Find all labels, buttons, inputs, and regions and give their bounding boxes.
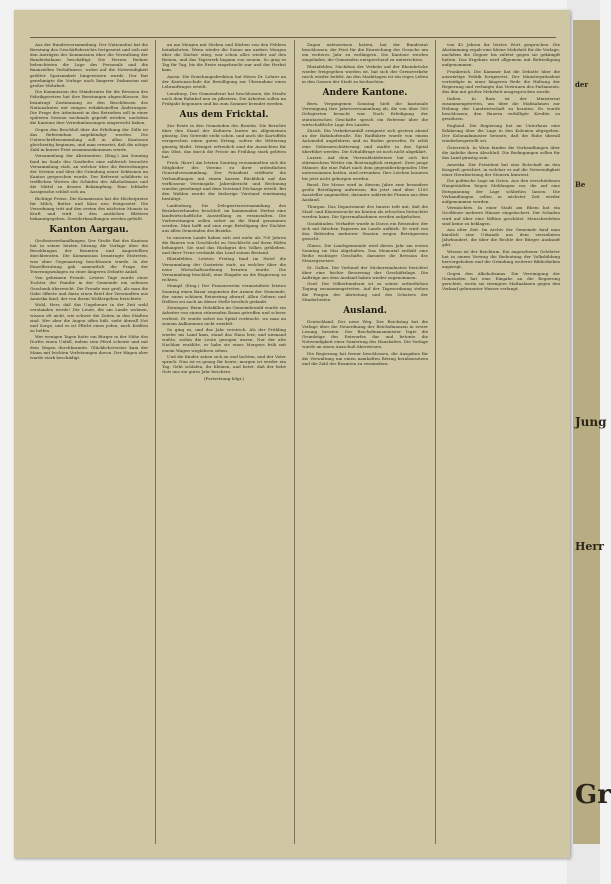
article-paragraph: Wohl, Herr, daß das Ungeheure in der Zeit wohl verstanden werde! Die Leute, die am Lande wohnen, wissen oft nicht, wie schwer die Zeiten in den Städten sind. Wer aber die Augen offen hält, sieht überall Not und Sorge, und es ist Pflicht eines jeden, nach Kräften zu helfen. [30, 302, 148, 333]
column-rule [294, 40, 295, 844]
column-rule [435, 40, 436, 844]
next-page-fragment: Jung [575, 415, 607, 429]
column-2 [162, 42, 286, 844]
header-rule [30, 37, 556, 38]
article-paragraph: Italien. In Rom ist der Ministerrat zusammengetreten, um über die Maßnahmen zur Hebung der Landwirtschaft zu beraten. Es wurde beschlossen, den Bauern verbilligte Kredite zu gewähren. [442, 95, 560, 122]
newspaper-page [14, 10, 570, 858]
article-paragraph: Aus der Bundesversammlung. Der Nationalrat hat die Beratung des Geschäftsberichts fortgesetzt und sich mit den Anträgen der Kommission über die Verwaltung der Bundesbahnen beschäftigt. Die Herren Redner beleuchteten die Lage des Personals und die finanziellen Verhältnisse, wobei auf die Notwendigkeit größter Sparsamkeit hingewiesen wurde. Der Rat genehmigte die Vorlage nach längerer Diskussion mit großer Mehrheit. [30, 42, 148, 88]
article-paragraph: Wer wenigen Tagen hatte ein Bürger in der Nähe des Dorfes einen Unfall, indem sein Pferd scheute und mit dem Wagen durchbrannte. Glücklicherweise kam der Mann mit leichten Verletzungen davon. Der Wagen aber wurde stark beschädigt. [30, 334, 148, 360]
article-paragraph: Wissen ist der Reichtum. Ein angesehener Gelehrter hat in einem Vortrag die Bedeutung der Volksbildung hervorgehoben und die Gründung weiterer Bibliotheken angeregt. [442, 249, 560, 270]
article-paragraph: Luzern. Auf dem Vierwaldstättersee hat sich bei stürmischem Wetter ein Bootsunglück ereignet. Zwei junge Männer, die eine Fahrt nach dem gegenüberliegenden Ufer unternommen hatten, sind ertrunken. Ihre Leichen konnten bis jetzt nicht geborgen werden. [302, 155, 428, 181]
column-3 [302, 42, 428, 844]
column-4 [442, 42, 560, 844]
article-paragraph: Thurgau. Das Departement des Innern teilt mit, daß die Maul- und Klauenseuche im Kanton als erloschen betrachtet werden kann. Die Sperrmaßnahmen werden aufgehoben. [302, 204, 428, 220]
article-paragraph: Österreich. In Wien fanden die Verhandlungen über die Anleihe ihren Abschluß. Die Bedingungen sollen für das Land günstig sein. [442, 144, 560, 160]
article-paragraph: von 43 Jahren ihr letztes Wort gesprochen. Die Abstimmung ergab eine kleine Mehrheit für die Vorlage, nachdem die Gegner bis zuletzt gegen sie gekämpft hatten. Das Ergebnis wird allgemein mit Befriedigung aufgenommen. [442, 42, 560, 68]
article-paragraph: Zeiningen. Beim Holzfällen im Gemeindewald wurde ein Arbeiter von einem stürzenden Baum getroffen und schwer verletzt. Er wurde sofort ins Spital verbracht, wo man an seinem Aufkommen nicht zweifelt. [162, 305, 286, 326]
article-paragraph: Genf. Der Völkerbundsrat ist zu seiner ordentlichen Tagung zusammengetreten. Auf der Tagesordnung stehen die Fragen der Abrüstung und des Schutzes der Minderheiten. [302, 281, 428, 302]
article-paragraph: England. Die Regierung hat im Unterhaus eine Erklärung über die Lage in den Kolonien abgegeben. Der Kolonialminister betonte, daß die Ruhe überall wiederhergestellt sei. [442, 122, 560, 144]
article-paragraph: Die politische Lage im Osten. Aus den verschiedenen Hauptstädten liegen Meldungen vor, die auf eine Entspannung der Lage schließen lassen. Die Verhandlungen sollen in nächster Zeit wieder aufgenommen werden. [442, 178, 560, 204]
article-paragraph: Deutschland. Der neue Weg. Der Reichstag hat die Vorlage über die Neuordnung der Reichsfinanzen in erster Lesung beraten. Der Reichsfinanzminister legte die Grundzüge des Entwurfes dar und betonte die Notwendigkeit einer Sanierung des Haushaltes. Die Vorlage wurde an einen Ausschuß überwiesen. [302, 318, 428, 350]
article-paragraph: Gegen den Beschluß über die Erhöhung der Zölle ist das Referendum angekündigt worden. Die Unterschriftensammlung soll in allen Kantonen gleichzeitig beginnen, und man erwartet, daß die nötige Zahl in kurzer Frist zusammenkommen werde. [30, 126, 148, 152]
adjacent-page-edge [573, 20, 611, 844]
article-paragraph: Basel. Die Messe wird in diesem Jahre eine besonders große Beteiligung aufweisen. Bis jetzt sind über 1100 Aussteller angemeldet, darunter zahlreiche Firmen aus dem Ausland. [302, 182, 428, 203]
article-paragraph: Richtige Preise. Die Kommission hat die Höchstpreise für Milch, Butter und Käse neu festgesetzt. Die Verordnung tritt auf den ersten des nächsten Monats in Kraft und wird in den amtlichen Blättern bekanntgegeben. Zuwiderhandlungen werden gebüßt. [30, 195, 148, 222]
section-heading-ausland: Ausland. [343, 305, 387, 316]
next-page-fragment: Be [575, 180, 586, 189]
article-paragraph: Glarus. Die Landsgemeinde wird dieses Jahr am ersten Sonntag im Mai abgehalten. Das Memorial enthält eine Reihe wichtiger Geschäfte, darunter die Revision des Steuergesetzes. [302, 242, 428, 263]
article-paragraph: Rheinfelden. Nachdem der Verkehr auf der Rheinbrücke wieder freigegeben worden ist, hat sich der Grenzverkehr rasch wieder belebt. An den Markttagen ist ein reges Leben in den Gassen der Stadt zu beobachten. [302, 63, 428, 85]
section-heading-fricktal: Aus dem Fricktal. [179, 110, 269, 121]
article-paragraph: Versammlung der Abstinenten. (Eing.) Am Sonntag fand im Saale des Gasthofes eine zahlreich besuchte Versammlung statt, an welcher über die Bestrebungen der Vereine und über die Gründung neuer Sektionen im Kanton gesprochen wurde. Der Referent schilderte in trefflichen Worten die Schäden des Alkoholismus und die Mittel zu dessen Bekämpfung. Eine lebhafte Aussprache schloß sich an. [30, 153, 148, 195]
column-rule [155, 40, 156, 844]
article-paragraph: Lenzburg. Der Gemeinderat hat beschlossen, die Straße nach dem Bahnhof neu zu pflastern. Die Arbeiten sollen im Frühjahr begonnen und bis zum Sommer beendet werden. [162, 90, 286, 107]
article-paragraph: Die Regierung hat ferner beschlossen, die Ausgaben für die Verwaltung um einen namhaften Betrag herabzusetzen und die Zahl der Beamten zu vermindern. [302, 350, 428, 366]
article-paragraph: Großratsverhandlungen. Der Große Rat des Kantons hat in seiner letzten Sitzung die Vorlage über die Besoldungen der Beamten und Angestellten durchberaten. Die Kommission beantragte Eintreten, was ohne Gegenantrag beschlossen wurde. In der Einzelberatung gab namentlich die Frage der Teuerungszulagen zu einer längeren Debatte Anlaß. [30, 238, 148, 274]
article-paragraph: In unserem Lande haben sich seit mehr als 700 Jahren die Bauern von Geschlecht zu Geschlecht auf ihren Höfen behauptet. Sie sind das Rückgrat des Volkes geblieben, und ihrer Treue verdankt das Land seinen Bestand. [162, 234, 286, 255]
article-paragraph: St. Gallen. Der Verband der Stickereiindustrie berichtet über eine leichte Besserung der Geschäftslage. Die Aufträge aus dem Ausland haben wieder zugenommen. [302, 264, 428, 280]
article-paragraph: Und die Kinder sahen sich an und lachten, und der Vater sprach: Nun ist es genug für heute; morgen ist wieder ein Tag. Geht schlafen, ihr Kleinen, und betet, daß der liebe Gott uns ein gutes Jahr beschere. [162, 354, 286, 375]
next-page-fragment: Herr [575, 540, 604, 553]
article-paragraph: Mumpf. (Eing.) Der Frauenverein veranstaltete letzten Sonntag einen Bazar zugunsten der Armen der Gemeinde, der einen schönen Reinertrag abwarf. Allen Gebern und Helfern sei auch an dieser Stelle herzlich gedankt. [162, 283, 286, 304]
article-paragraph: Zur Ernte in den Gemeinden des Bezirks. Die Berichte über den Stand der Kulturen lauten im allgemeinen günstig. Das Getreide steht schön, und auch die Kartoffeln versprechen einen guten Ertrag, sofern die Witterung günstig bleibt. Weniger erfreulich sind die Aussichten für das Obst, das durch die Fröste im Frühling stark gelitten hat. [162, 123, 286, 159]
article-paragraph: So ging es, und das Jahr verstrich. Als der Frühling wieder ins Land kam, stand das Haus leer, und niemand wußte, wohin die Leute gezogen waren. Nur der alte Nachbar erzählte, er habe sie eines Morgens früh mit einem Wagen wegfahren sehen. [162, 327, 286, 353]
next-page-fragment: Gr [575, 780, 611, 810]
article-paragraph: Vermischtes. In einer Stadt am Rhein hat ein Großfeuer mehrere Häuser eingeäschert. Der Schaden wird auf über eine Million geschätzt. Menschenleben sind keine zu beklagen. [442, 205, 560, 226]
article-paragraph: Von geheimen Freude. Letzter Tage wurde einer Tochter der Familie in der Gemeinde ein seltenes Geschenk überreicht. Die Freude war groß, als man die Gabe öffnete und darin einen Brief der Verwandten aus Amerika fand, der von ihrem Wohlergehen berichtete. [30, 275, 148, 301]
next-page-fragment: der [575, 80, 589, 89]
article-paragraph: Frick. (Korr.) Am letzten Sonntag versammelten sich die Mitglieder des Vereins zu ihrer ordentlichen Generalversammlung. Der Präsident eröffnete die Verhandlungen mit einem kurzen Rückblick auf das verflossene Vereinsjahr. Jahresbericht und Rechnung wurden genehmigt und dem Vorstand Décharge erteilt. Bei den Wahlen wurde der bisherige Vorstand einstimmig bestätigt. [162, 160, 286, 201]
section-heading-andere-kantone: Andere Kantone. [322, 88, 408, 99]
article-paragraph: Zugen aufzuweisen hatten, hat der Bundesrat beschlossen, die Frist für die Einreichung der Gesuche um ein weiteres Jahr zu verlängern. Die Kantone werden eingeladen, die Gemeinden entsprechend zu unterrichten. [302, 42, 428, 63]
article-paragraph: Graubünden. Verhaftet wurde in Davos ein Reisender, der sich mit falschen Papieren im Lande aufhielt. Er wird von den Behörden mehrerer Staaten wegen Betrügereien gesucht. [302, 220, 428, 242]
column-1 [30, 42, 148, 844]
article-paragraph: Aus alter Zeit. Im Archiv der Gemeinde fand man kürzlich eine Urkunde aus dem vierzehnten Jahrhundert, die über die Rechte der Bürger Auskunft gibt. [442, 227, 560, 248]
article-paragraph: Rheinfelden. Letzten Freitag fand im Hotel die Versammlung der Gastwirte statt, an welcher über die neue Wirtschaftsordnung beraten wurde. Die Versammlung beschloß, eine Eingabe an die Regierung zu richten. [162, 256, 286, 282]
article-paragraph: Gegen den Alkoholismus. Die Vereinigung der Gemeinden hat eine Eingabe an die Regierung gerichtet, worin sie strengere Maßnahmen gegen den Verkauf gebrannter Wasser verlangt. [442, 270, 560, 292]
article-paragraph: Bern. Vergangenen Sonntag hielt die kantonale Vereinigung ihre Jahresversammlung ab, die von über 300 Delegierten besucht war. Nach Erledigung der statutarischen Geschäfte sprach ein Referent über die wirtschaftliche Lage des Landes. [302, 101, 428, 127]
article-paragraph: Aarau. Die Erziehungsdirektion hat Herrn Dr. Lehrer an der Kantonsschule die Bewilligung zur Übernahme eines Lehrauftrages erteilt. [162, 74, 286, 90]
section-heading-kanton-aargau: Kanton Aargau. [49, 225, 129, 236]
article-paragraph: Frankreich. Die Kammer hat die Debatte über die auswärtige Politik fortgesetzt. Der Ministerpräsident verteidigte in einer längeren Rede die Haltung der Regierung und verlangte das Vertrauen des Parlaments, das ihm mit großer Mehrheit ausgesprochen wurde. [442, 68, 560, 95]
article-paragraph: Die Kommission des Ständerates für die Revision des Fabrikgesetzes hat ihre Beratungen abgeschlossen. Sie beantragt Zustimmung zu den Beschlüssen des Nationalrates mit einigen redaktionellen Änderungen. Die Frage der Arbeitszeit in den Betrieben soll in einer späteren Session nochmals geprüft werden, nachdem die Kantone ihre Vernehmlassungen eingereicht haben. [30, 89, 148, 125]
article-paragraph: Amerika. Der Präsident hat eine Botschaft an den Kongreß gerichtet, in welcher er auf die Notwendigkeit einer Herabsetzung der Steuern hinweist. [442, 161, 560, 177]
article-paragraph: Laufenburg. Die Delegiertenversammlung des Bezirksverbandes beschloß, im kommenden Herbst eine landwirtschaftliche Ausstellung zu veranstalten. Die Vorbereitungen sollen sofort an die Hand genommen werden. Man hofft auf eine rege Beteiligung der Züchter aus allen Gemeinden des Bezirks. [162, 202, 286, 233]
article-paragraph: an am Morgen mit Säcken und Körben von den Feldern heimkehrten. Wenn wieder die Sonne am andern Morgen über die Dächer stieg, war schon alles wieder auf den Beinen, und das Tagewerk begann von neuem. So ging es Tag für Tag, bis die Ernte eingebracht war und der Herbst kam. [162, 42, 286, 73]
article-paragraph: Zürich. Ein Verkehrsunfall ereignete sich gestern abend an der Bahnhofstraße. Ein Radfahrer wurde von einem Automobil angefahren und zu Boden geworfen. Er erlitt eine Gehirnerschütterung und mußte in das Spital überführt werden. Die Schuldfrage ist noch nicht abgeklärt. [302, 128, 428, 154]
continued-note: (Fortsetzung folgt.) [203, 376, 245, 382]
